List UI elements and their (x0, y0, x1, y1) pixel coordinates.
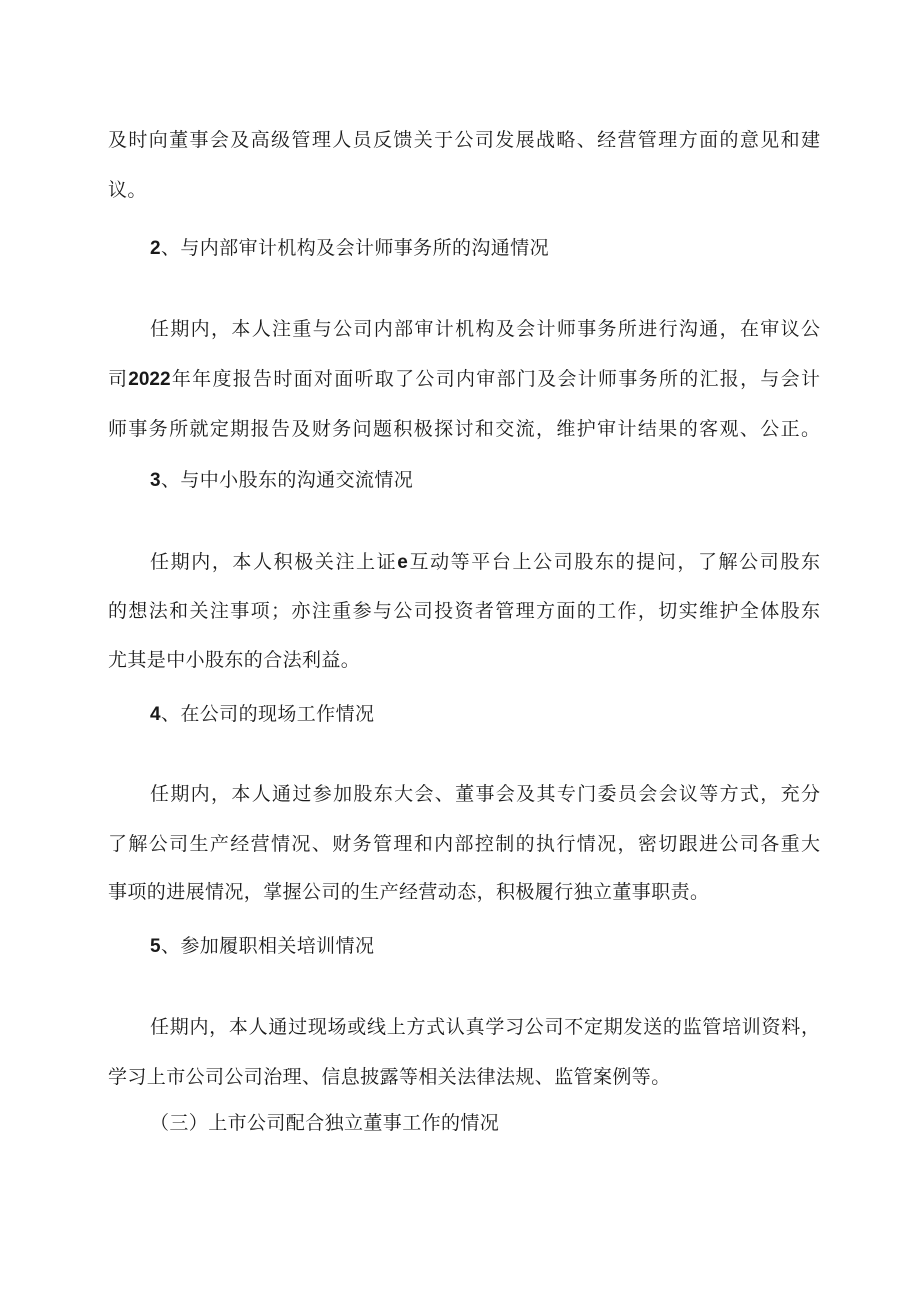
e-letter: e (397, 552, 408, 573)
paragraph-5-line-1: 任期内，本人通过现场或线上方式认真学习公司不定期发送的监管培训资料， (150, 1016, 820, 1038)
heading-3 (150, 468, 413, 493)
paragraph-4-line-2: 了解公司生产经营情况、财务管理和内部控制的执行情况，密切跟进公司各重大 (108, 833, 820, 855)
paragraph-1-line-1: 及时向董事会及高级管理人员反馈关于公司发展战略、经营管理方面的意见和建 (108, 129, 820, 151)
heading-4-number: 4 (150, 704, 161, 725)
paragraph-2-line-1: 任期内，本人注重与公司内部审计机构及会计师事务所进行沟通，在审议公 (150, 318, 820, 340)
paragraph-3-line-1-a: 任期内，本人积极关注上证 (150, 551, 398, 573)
heading-5-number: 5 (150, 936, 161, 957)
year-number: 2022 (128, 369, 171, 390)
paragraph-2-line-3: 师事务所就定期报告及财务问题积极探讨和交流，维护审计结果的客观、公正。 (108, 418, 820, 440)
paragraph-5-line-2: 学习上市公司公司治理、信息披露等相关法律法规、监管案例等。 (108, 1066, 671, 1088)
section-3-title: （三）上市公司配合独立董事工作的情况 (150, 1112, 500, 1134)
heading-4 (150, 702, 374, 727)
heading-5 (150, 934, 374, 959)
paragraph-3-line-3: 尤其是中小股东的合法利益。 (108, 649, 361, 671)
paragraph-4-line-3: 事项的进展情况，掌握公司的生产经营动态，积极履行独立董事职责。 (108, 881, 710, 903)
paragraph-4-line-1: 任期内，本人通过参加股东大会、董事会及其专门委员会会议等方式，充分 (150, 783, 820, 805)
heading-4-text: 、在公司的现场工作情况 (160, 703, 375, 725)
paragraph-3-line-2: 的想法和关注事项；亦注重参与公司投资者管理方面的工作，切实维护全体股东 (108, 600, 820, 622)
paragraph-2-line-2-b: 年年度报告时面对面听取了公司内审部门及会计师事务所的汇报，与会计 (170, 368, 820, 390)
paragraph-1-line-2: 议。 (108, 179, 147, 201)
heading-3-number: 3 (150, 470, 161, 491)
paragraph-3-line-1-b: 互动等平台上公司股东的提问，了解公司股东 (407, 551, 820, 573)
heading-2-text: 、与内部审计机构及会计师事务所的沟通情况 (160, 237, 549, 259)
paragraph-2-line-2 (108, 367, 820, 392)
paragraph-2-line-2-a: 司 (108, 368, 129, 390)
paragraph-3-line-1 (150, 550, 820, 575)
heading-2-number: 2 (150, 238, 161, 259)
heading-5-text: 、参加履职相关培训情况 (160, 935, 375, 957)
heading-3-text: 、与中小股东的沟通交流情况 (160, 469, 414, 491)
heading-2 (150, 236, 549, 261)
